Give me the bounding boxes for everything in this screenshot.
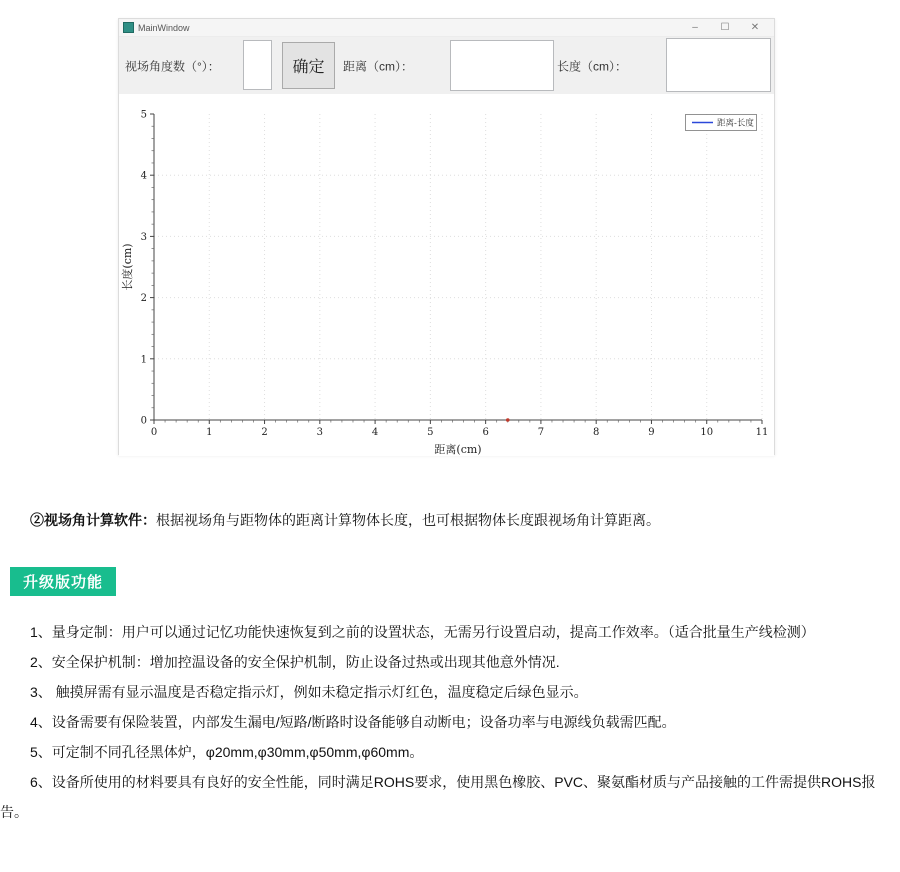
title-bar — [119, 19, 774, 37]
feature-item: 3、 触摸屏需有显示温度是否稳定指示灯，例如未稳定指示灯红色，温度稳定后绿色显示。 — [30, 684, 588, 700]
x-tick-label: 4 — [371, 427, 379, 438]
close-icon[interactable]: ✕ — [750, 22, 760, 33]
fov-label: 视场角度数（°）： — [125, 59, 220, 73]
maximize-icon[interactable]: ☐ — [720, 22, 730, 33]
feature-list — [0, 617, 898, 827]
distance-input[interactable] — [450, 40, 554, 91]
confirm-button[interactable]: 确定 — [282, 42, 335, 89]
window-title: MainWindow — [138, 22, 190, 33]
feature-item: 4、设备需要有保险装置，内部发生漏电/短路/断路时设备能够自动断电；设备功率与电源线负载需匹配。 — [30, 714, 676, 730]
x-tick-label: 0 — [150, 427, 158, 438]
x-tick-label: 9 — [648, 427, 655, 438]
y-tick-label: 5 — [140, 109, 147, 121]
feature-item: 2、安全保护机制：增加控温设备的安全保护机制，防止设备过热或出现其他意外情况. — [30, 654, 560, 670]
data-point — [506, 418, 510, 422]
window-controls — [680, 20, 770, 35]
minimize-icon[interactable]: – — [692, 22, 698, 33]
x-tick-label: 5 — [427, 427, 434, 438]
x-tick-label: 7 — [537, 427, 545, 438]
x-tick-label: 3 — [316, 427, 324, 438]
x-tick-label: 8 — [592, 427, 600, 438]
feature-item: 1、量身定制：用户可以通过记忆功能快速恢复到之前的设置状态，无需另行设置启动，提高工作效率。（适合批量生产线检测） — [30, 624, 815, 640]
intro-text: 根据视场角与距物体的距离计算物体长度，也可根据物体长度跟视场角计算距离。 — [156, 512, 660, 528]
chart — [119, 94, 774, 456]
main-window — [118, 18, 775, 455]
length-input[interactable] — [666, 38, 771, 92]
x-tick-label: 6 — [482, 427, 489, 438]
y-tick-label: 4 — [140, 170, 147, 182]
intro-paragraph — [30, 510, 890, 530]
feature-item: 6、设备所使用的材料要具有良好的安全性能，同时满足ROHS要求，使用黑色橡胶、PVC、聚氨酯材质与产品接触的工件需提供ROHS报告。 — [0, 774, 876, 820]
x-axis-label: 距离(cm) — [434, 443, 482, 456]
x-tick-label: 10 — [700, 427, 714, 438]
x-tick-label: 2 — [261, 427, 268, 438]
fov-input[interactable] — [243, 40, 272, 90]
length-label: 长度（cm）： — [557, 59, 627, 73]
section-badge: 升级版功能 — [10, 567, 116, 596]
app-icon — [123, 22, 134, 33]
distance-label: 距离（cm）： — [343, 59, 413, 73]
toolbar — [119, 37, 774, 94]
distance-length-plot — [119, 94, 774, 456]
x-tick-label: 11 — [755, 427, 769, 438]
feature-item: 5、可定制不同孔径黑体炉，φ20mm,φ30mm,φ50mm,φ60mm。 — [30, 744, 424, 760]
y-tick-label: 1 — [140, 354, 147, 366]
y-tick-label: 2 — [140, 293, 147, 305]
y-tick-label: 3 — [140, 231, 147, 243]
y-axis-label: 长度(cm) — [121, 243, 134, 291]
x-tick-label: 1 — [206, 427, 213, 438]
legend-label: 距离-长度 — [717, 118, 754, 129]
intro-heading: ②视场角计算软件： — [30, 512, 156, 528]
y-tick-label: 0 — [140, 415, 147, 427]
